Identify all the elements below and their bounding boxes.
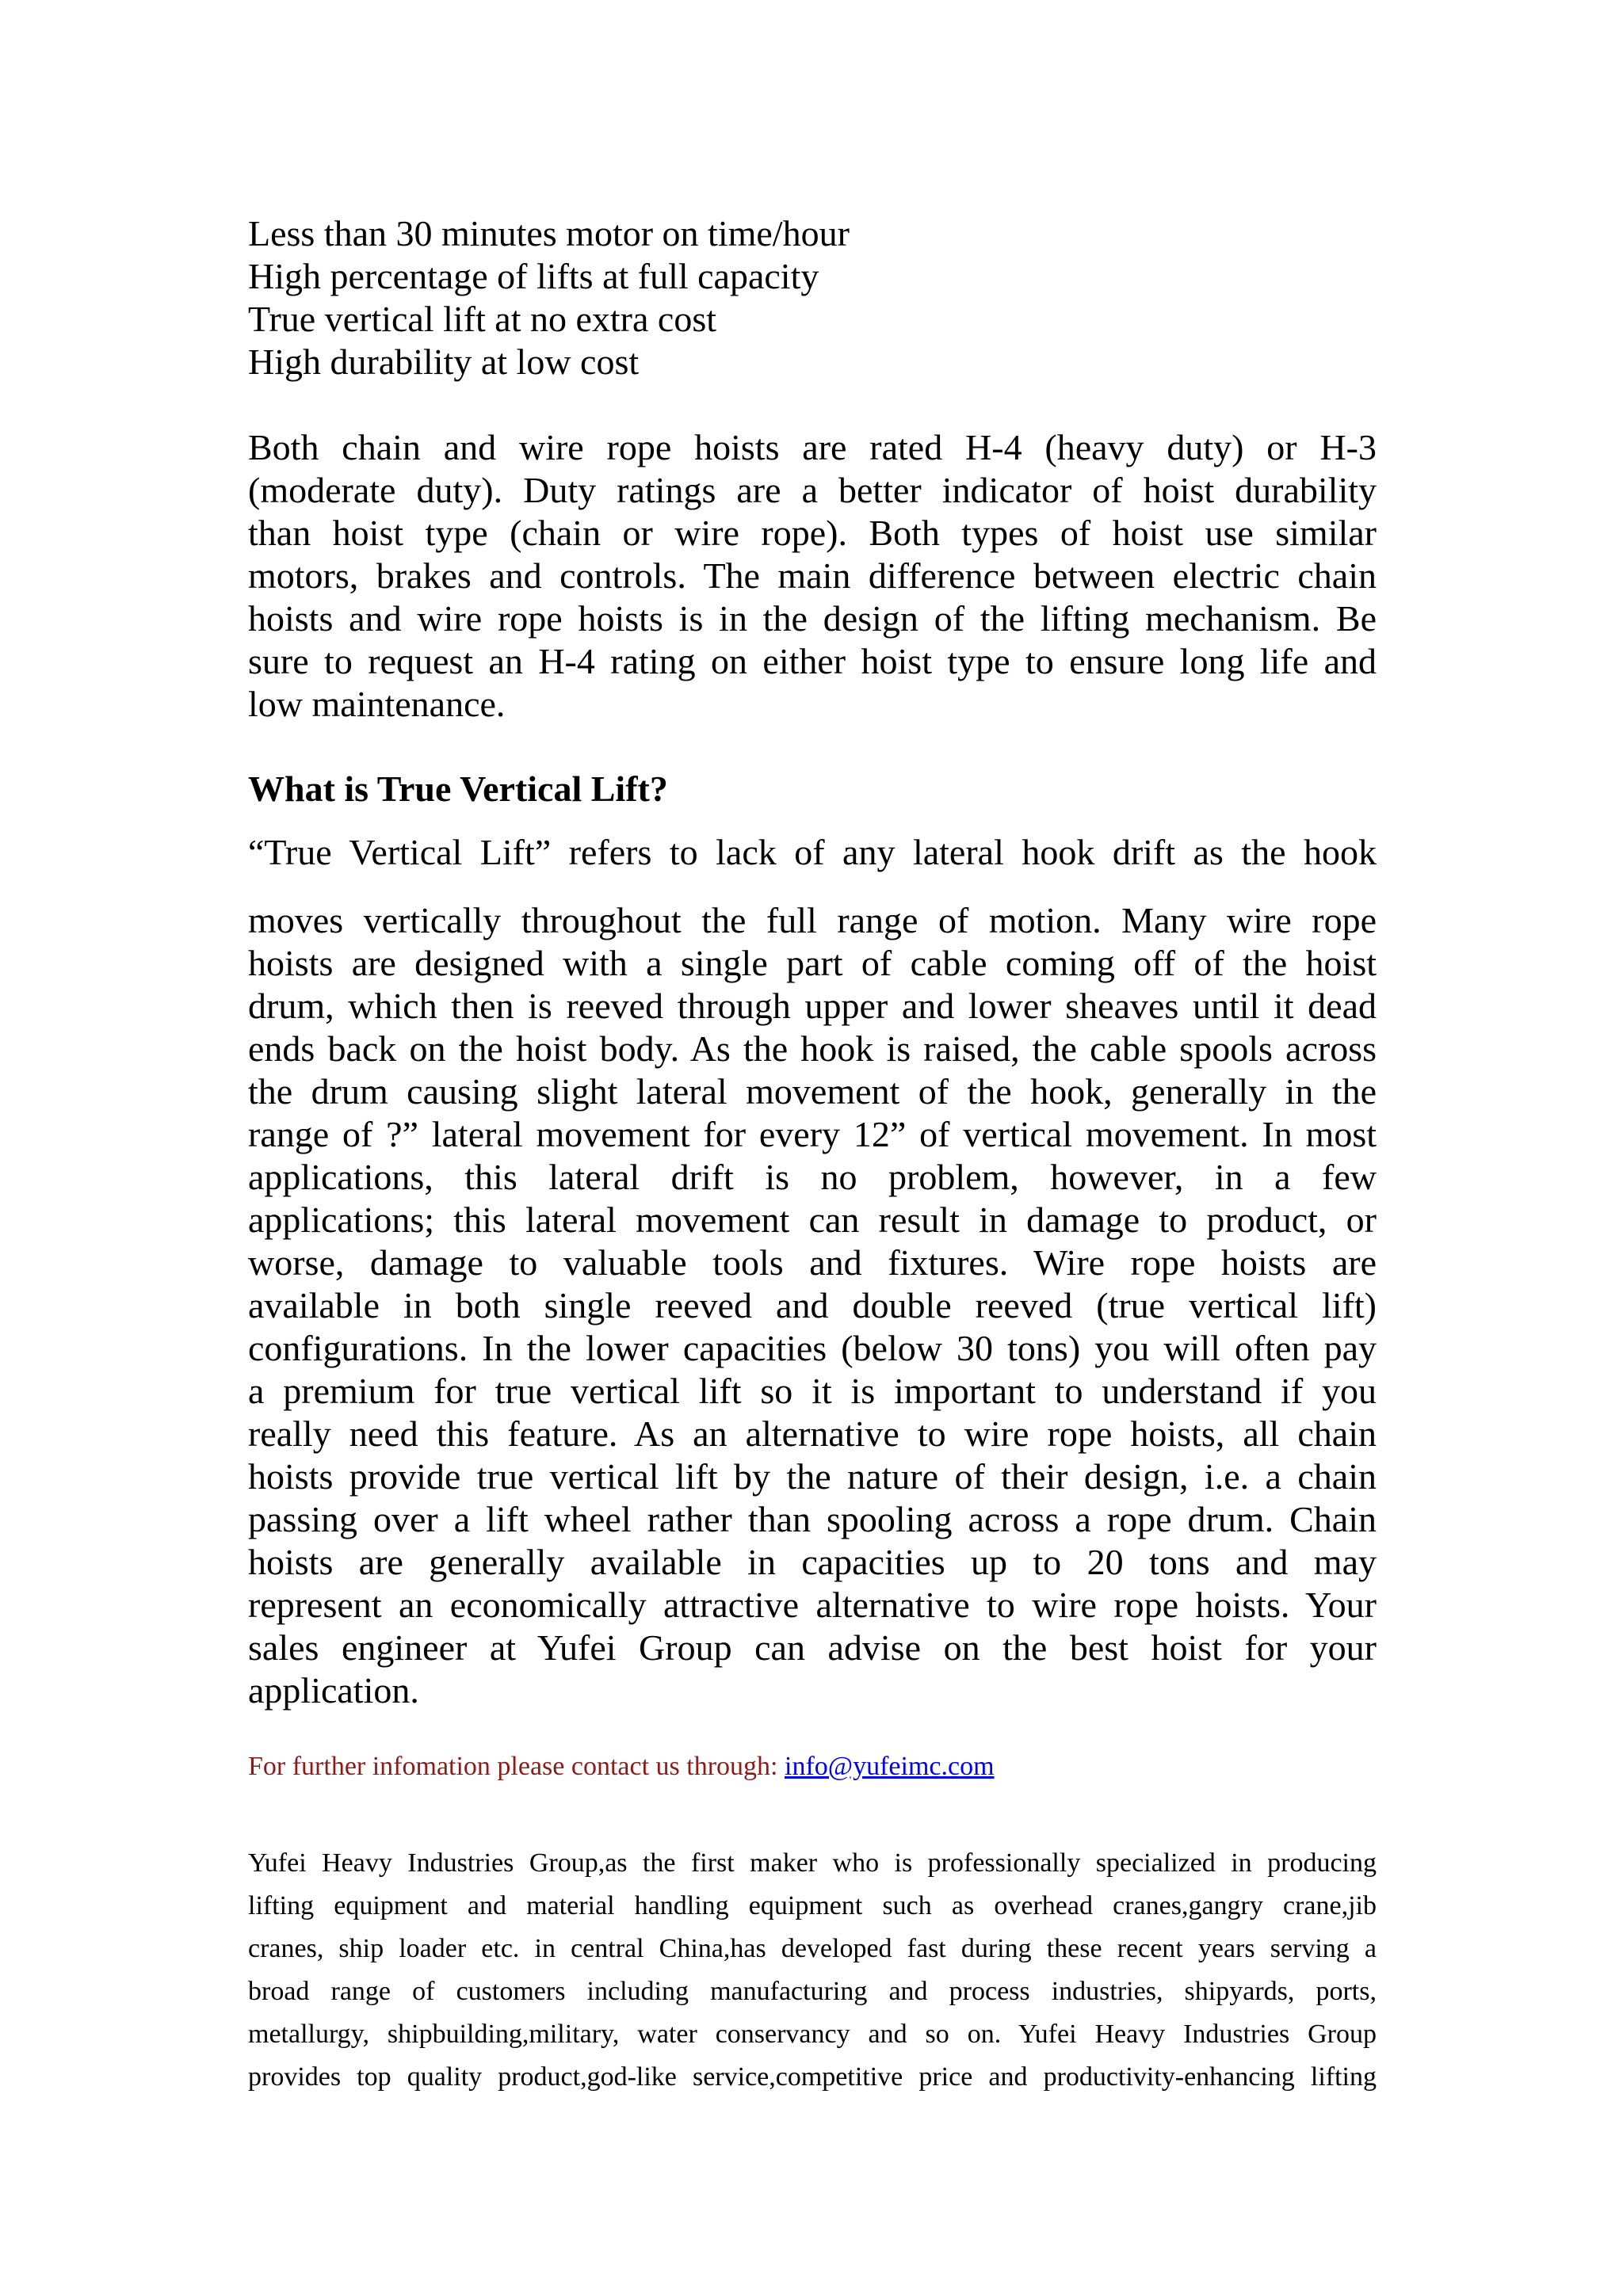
paragraph-line: application. (248, 1670, 419, 1711)
duty-rating-paragraph (248, 426, 1377, 726)
section-heading: What is True Vertical Lift? (248, 769, 668, 809)
feature-list (248, 212, 1377, 383)
paragraph-line: sure to request an H-4 rating on either hoist type to ensure long life and (248, 641, 1377, 681)
paragraph-line: really need this feature. As an alternative to wire rope hoists, all chain (248, 1413, 1377, 1454)
paragraph-line: (moderate duty). Duty ratings are a better indicator of hoist durability (248, 470, 1377, 510)
paragraph-line: represent an economically attractive alternative to wire rope hoists. Your (248, 1585, 1377, 1625)
paragraph-line: passing over a lift wheel rather than spooling across a rope drum. Chain (248, 1499, 1377, 1539)
paragraph-line: moves vertically throughout the full range of motion. Many wire rope (248, 900, 1377, 940)
paragraph-line: hoists are designed with a single part of cable coming off of the hoist (248, 943, 1377, 983)
paragraph-line: drum, which then is reeved through upper and lower sheaves until it dead (248, 986, 1377, 1026)
contact-line (248, 1751, 995, 1783)
paragraph-line: a premium for true vertical lift so it is important to understand if you (248, 1371, 1377, 1411)
paragraph-line: ends back on the hoist body. As the hook is raised, the cable spools across (248, 1028, 1377, 1069)
paragraph-line: applications, this lateral drift is no problem, however, in a few (248, 1157, 1377, 1197)
paragraph-line: Yufei Heavy Industries Group,as the first maker who is professionally specialized in producing (248, 1848, 1377, 1878)
paragraph-line: than hoist type (chain or wire rope). Both types of hoist use similar (248, 513, 1377, 553)
feature-item: True vertical lift at no extra cost (248, 299, 717, 339)
paragraph-line: low maintenance. (248, 684, 506, 724)
feature-item: High percentage of lifts at full capacity (248, 256, 819, 296)
paragraph-line: the drum causing slight lateral movement of the hook, generally in the (248, 1071, 1377, 1112)
paragraph-line: sales engineer at Yufei Group can advise on the best hoist for your (248, 1627, 1377, 1668)
true-vertical-lift-intro (248, 831, 1377, 874)
contact-text: For further infomation please contact us through: (248, 1752, 785, 1781)
feature-item: High durability at low cost (248, 341, 640, 382)
document-page (248, 212, 1377, 2092)
paragraph-line: cranes, ship loader etc. in central China,has developed fast during these recent years serving a (248, 1934, 1377, 1963)
company-about-paragraph (248, 1842, 1377, 2099)
paragraph-line: worse, damage to valuable tools and fixtures. Wire rope hoists are (248, 1242, 1377, 1283)
paragraph-line: range of ?” lateral movement for every 12” of vertical movement. In most (248, 1114, 1377, 1154)
paragraph-line: configurations. In the lower capacities (below 30 tons) you will often pay (248, 1328, 1377, 1368)
paragraph-line: hoists provide true vertical lift by the nature of their design, i.e. a chain (248, 1456, 1377, 1497)
feature-item: Less than 30 minutes motor on time/hour (248, 213, 850, 254)
paragraph-line: “True Vertical Lift” refers to lack of any lateral hook drift as the hook (248, 832, 1377, 872)
paragraph-line: provides top quality product,god-like service,competitive price and productivity-enhancing lifting (248, 2062, 1377, 2092)
paragraph-line: hoists and wire rope hoists is in the design of the lifting mechanism. Be (248, 598, 1377, 639)
paragraph-line: available in both single reeved and double reeved (true vertical lift) (248, 1285, 1377, 1325)
paragraph-line: motors, brakes and controls. The main difference between electric chain (248, 555, 1377, 596)
true-vertical-lift-paragraph (248, 899, 1377, 1712)
paragraph-line: lifting equipment and material handling equipment such as overhead cranes,gangry crane,jib (248, 1891, 1377, 1920)
paragraph-line: hoists are generally available in capacities up to 20 tons and may (248, 1542, 1377, 1582)
paragraph-line: broad range of customers including manufacturing and process industries, shipyards, ports, (248, 1977, 1377, 2006)
paragraph-line: Both chain and wire rope hoists are rated H-4 (heavy duty) or H-3 (248, 427, 1377, 467)
contact-email-link[interactable]: info@yufeimc.com (785, 1752, 995, 1781)
paragraph-line: applications; this lateral movement can result in damage to product, or (248, 1199, 1377, 1240)
paragraph-line: metallurgy, shipbuilding,military, water conservancy and so on. Yufei Heavy Industries Group (248, 2019, 1377, 2049)
